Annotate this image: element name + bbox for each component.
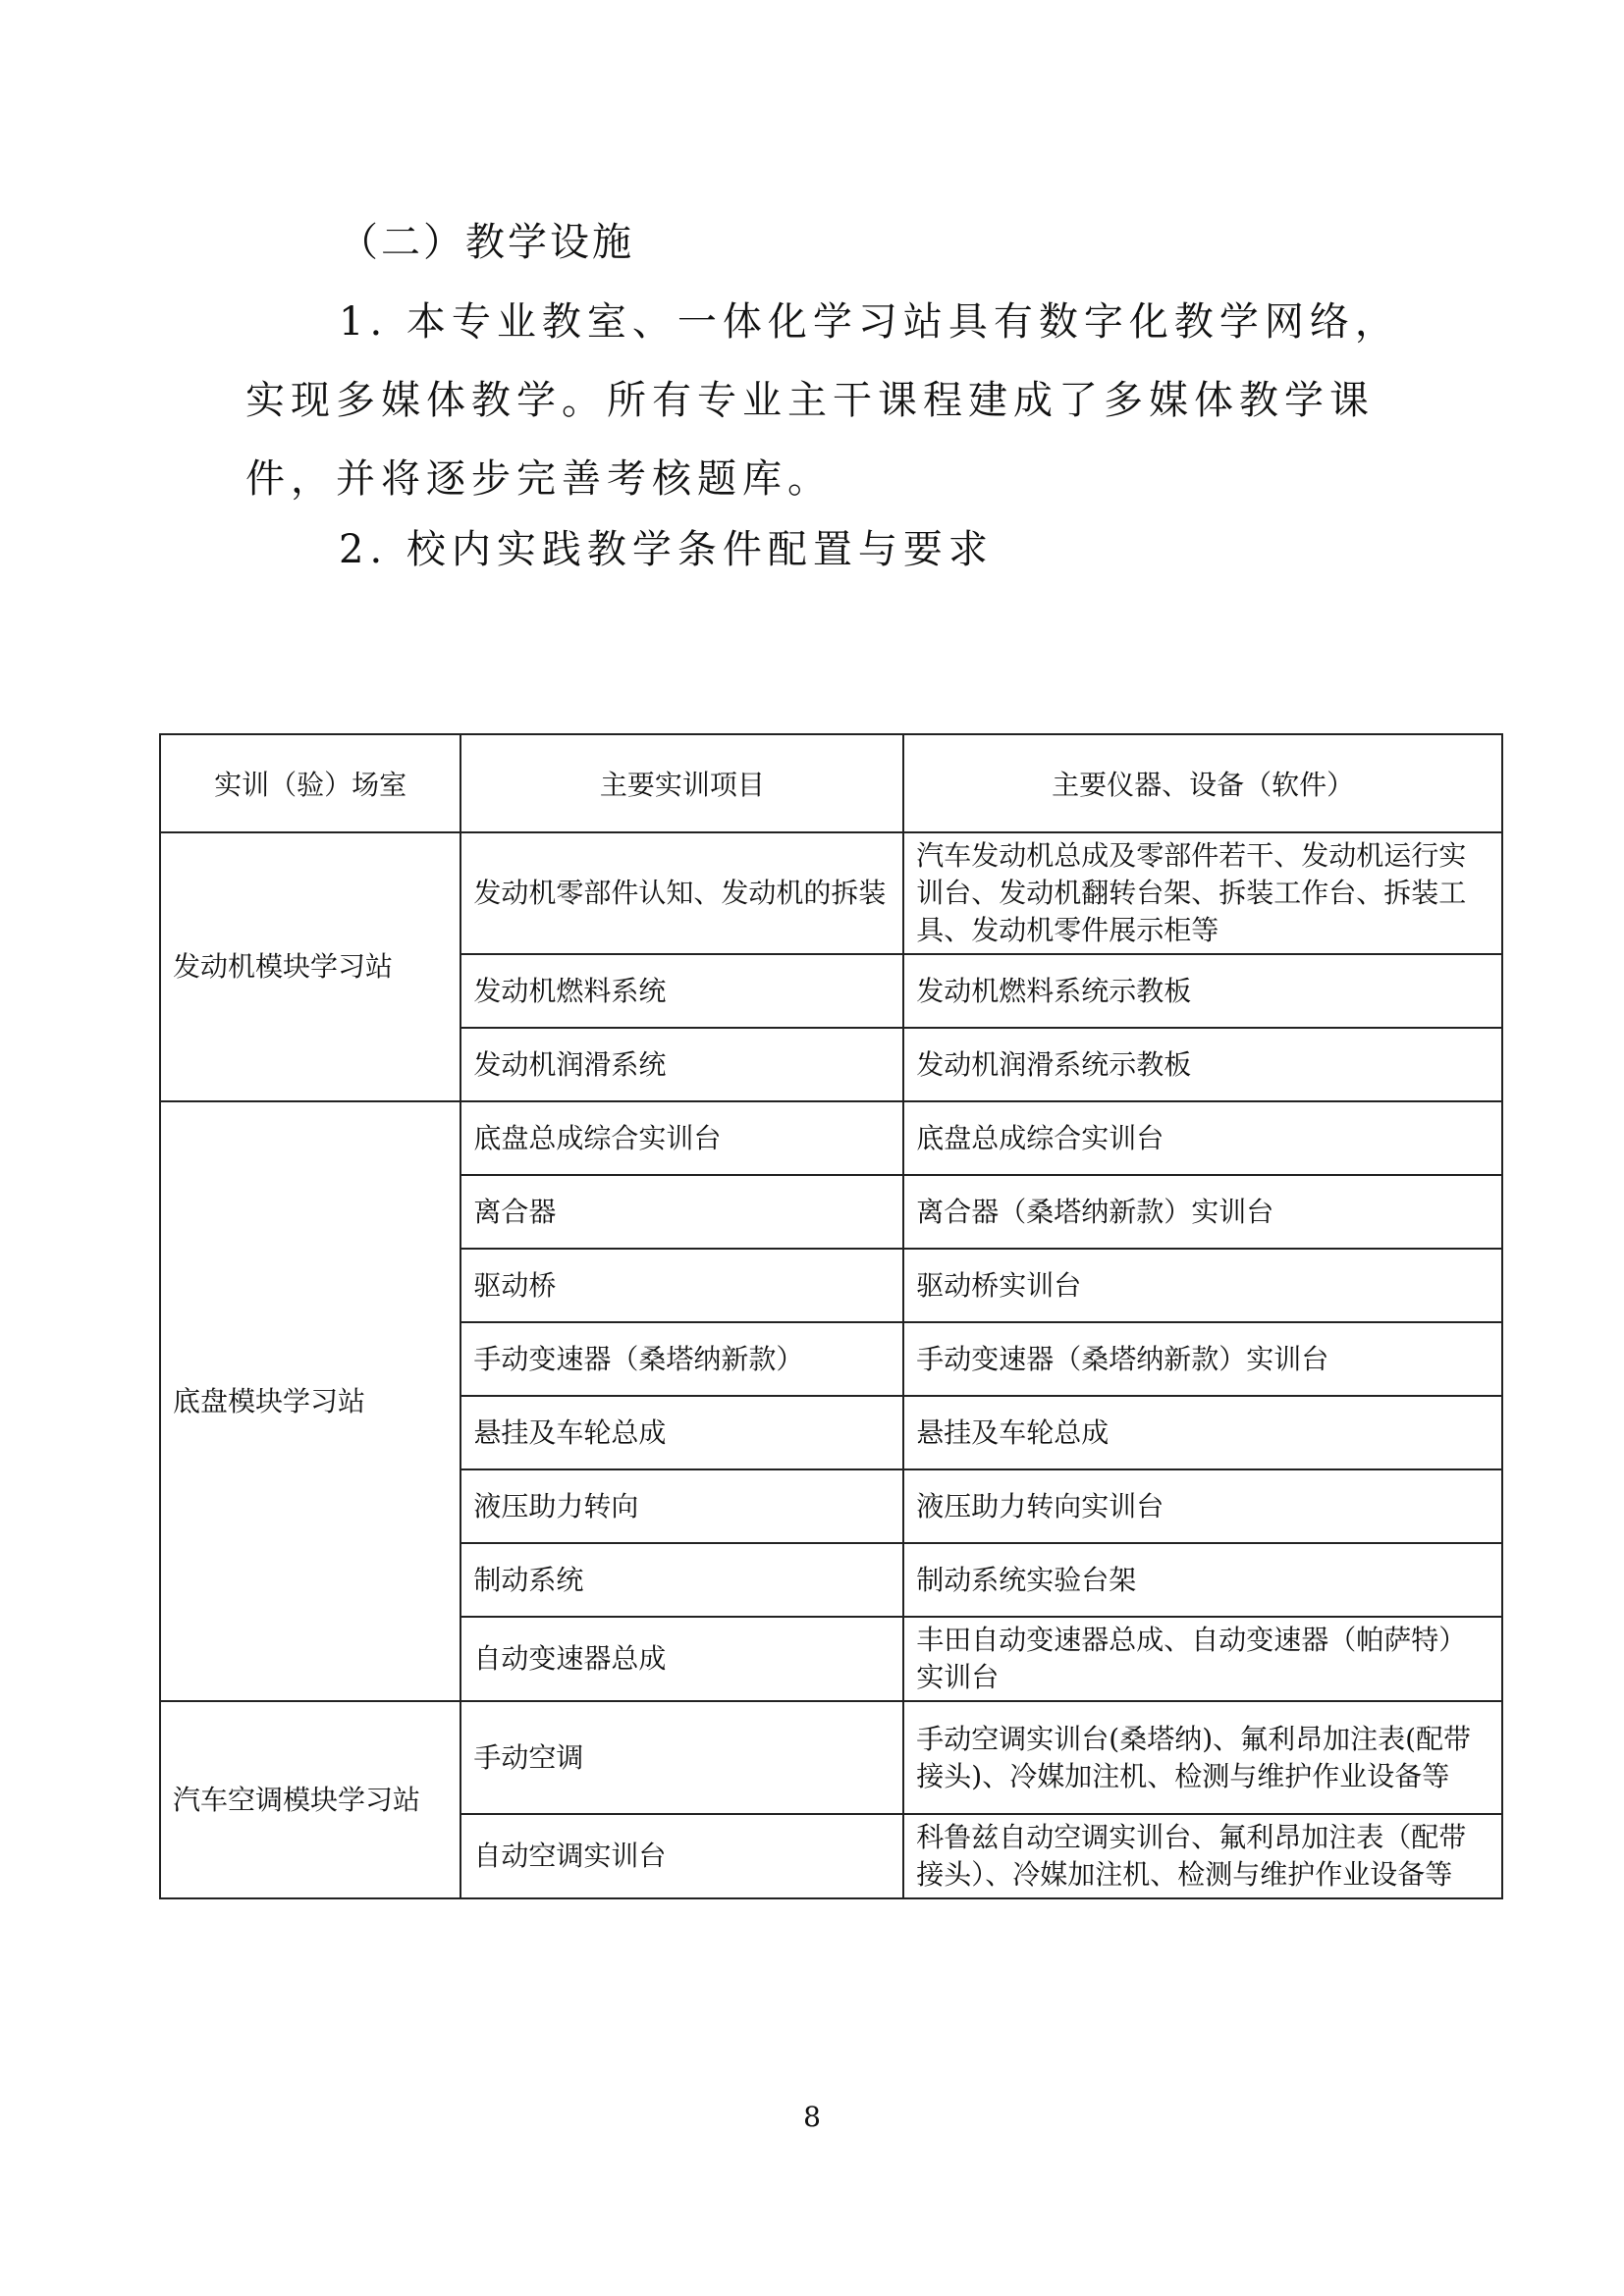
table-header-row — [160, 734, 1502, 832]
equipment-cell: 发动机润滑系统示教板 — [903, 1028, 1502, 1101]
project-cell: 手动空调 — [460, 1701, 903, 1814]
project-cell: 驱动桥 — [460, 1249, 903, 1322]
equipment-cell: 手动变速器（桑塔纳新款）实训台 — [903, 1322, 1502, 1396]
equipment-cell: 手动空调实训台(桑塔纳)、氟利昂加注表(配带接头)、冷媒加注机、检测与维护作业设备等 — [903, 1701, 1502, 1814]
project-cell: 液压助力转向 — [460, 1469, 903, 1543]
project-cell: 悬挂及车轮总成 — [460, 1396, 903, 1469]
facilities-table — [159, 733, 1503, 1899]
equipment-cell: 汽车发动机总成及零部件若干、发动机运行实训台、发动机翻转台架、拆装工作台、拆装工具、发动机零件展示柜等 — [903, 832, 1502, 954]
equipment-cell: 驱动桥实训台 — [903, 1249, 1502, 1322]
equipment-cell: 离合器（桑塔纳新款）实训台 — [903, 1175, 1502, 1249]
equipment-cell: 液压助力转向实训台 — [903, 1469, 1502, 1543]
equipment-cell: 底盘总成综合实训台 — [903, 1101, 1502, 1175]
paragraph-2: 2. 校内实践教学条件配置与要求 — [339, 527, 994, 572]
table-row — [160, 832, 1502, 954]
page-number: 8 — [803, 2101, 821, 2133]
equipment-cell: 发动机燃料系统示教板 — [903, 954, 1502, 1028]
project-cell: 发动机零部件认知、发动机的拆装 — [460, 832, 903, 954]
project-cell: 自动空调实训台 — [460, 1814, 903, 1898]
table-row — [160, 1701, 1502, 1814]
project-cell: 底盘总成综合实训台 — [460, 1101, 903, 1175]
equipment-cell: 制动系统实验台架 — [903, 1543, 1502, 1617]
header-project: 主要实训项目 — [460, 734, 903, 832]
header-equipment: 主要仪器、设备（软件） — [903, 734, 1502, 832]
equipment-cell: 丰田自动变速器总成、自动变速器（帕萨特）实训台 — [903, 1617, 1502, 1701]
equipment-cell: 悬挂及车轮总成 — [903, 1396, 1502, 1469]
room-cell: 汽车空调模块学习站 — [160, 1701, 460, 1898]
project-cell: 自动变速器总成 — [460, 1617, 903, 1701]
room-cell: 发动机模块学习站 — [160, 832, 460, 1101]
equipment-cell: 科鲁兹自动空调实训台、氟利昂加注表（配带接头）、冷媒加注机、检测与维护作业设备等 — [903, 1814, 1502, 1898]
project-cell: 制动系统 — [460, 1543, 903, 1617]
room-cell: 底盘模块学习站 — [160, 1101, 460, 1701]
project-cell: 离合器 — [460, 1175, 903, 1249]
paragraph-1: 1. 本专业教室、一体化学习站具有数字化教学网络，实现多媒体教学。所有专业主干课程建成了多媒体教学课件，并将逐步完善考核题库。 — [245, 299, 1400, 502]
project-cell: 发动机燃料系统 — [460, 954, 903, 1028]
section-heading: （二）教学设施 — [339, 220, 634, 265]
project-cell: 发动机润滑系统 — [460, 1028, 903, 1101]
project-cell: 手动变速器（桑塔纳新款） — [460, 1322, 903, 1396]
header-room: 实训（验）场室 — [160, 734, 460, 832]
table-row — [160, 1101, 1502, 1175]
